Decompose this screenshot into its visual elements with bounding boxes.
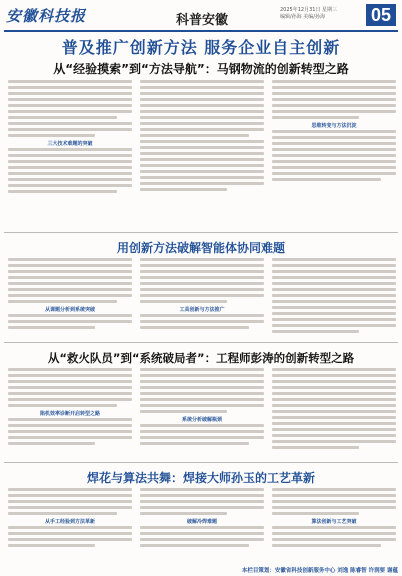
article-2-col-2 <box>140 258 264 338</box>
article-2-col-1 <box>8 258 132 338</box>
separator-2 <box>4 342 398 343</box>
article-3-col-2 <box>140 368 264 460</box>
article-4-col-1 <box>8 488 132 562</box>
article-4-subhead-2: 破解冷焊难题 <box>186 519 217 525</box>
article-1-col-3 <box>272 80 396 228</box>
article-3-col-3 <box>272 368 396 460</box>
page-number: 05 <box>366 4 396 26</box>
page-title: 普及推广创新方法 服务企业自主创新 <box>61 38 341 57</box>
article-1-subhead-2: 思维转变与方法沉淀 <box>311 123 357 129</box>
section-title: 科普安徽 <box>176 13 229 28</box>
article-4-col-2 <box>140 488 264 562</box>
article-3-headline: 从“救火队员”到“系统破局者”：工程师彭涛的创新转型之路 <box>47 351 355 365</box>
article-3-col-1 <box>8 368 132 460</box>
masthead-rule <box>4 30 398 32</box>
page-footer <box>4 566 398 575</box>
footer-credit: 本栏目策划：安徽省科技创新服务中心 刘逸 陈睿智 许润要 谢蕴 <box>241 568 398 574</box>
article-2-subhead-2: 工具创新与方法推广 <box>179 307 225 313</box>
issue-editor: 编辑/孙海 美编/孙海 <box>280 14 325 20</box>
article-4-headline: 焊花与算法共舞：焊接大师孙玉的工艺革新 <box>86 471 315 485</box>
separator-1 <box>4 232 398 233</box>
article-1-col-1 <box>8 80 132 228</box>
article-1-col-2 <box>140 80 264 228</box>
article-1-headline: 从“经验摸索”到“方法导航”：马钢物流的创新转型之路 <box>53 62 349 76</box>
article-2-headline: 用创新方法破解智能体协同难题 <box>116 241 285 255</box>
separator-3 <box>4 462 398 463</box>
issue-meta <box>280 7 337 21</box>
article-4-col-3 <box>272 488 396 562</box>
article-2-subhead-1: 从课题分析到系统突破 <box>44 307 95 313</box>
masthead <box>0 0 402 30</box>
newspaper-logo: 安徽科技报 <box>6 7 87 25</box>
article-2-col-3 <box>272 258 396 338</box>
issue-date: 2025年12月31日 星期三 <box>280 7 338 13</box>
article-3-subhead-2: 系统分析破解瓶颈 <box>181 417 222 423</box>
article-1-subhead-1: 三大技术难题的突破 <box>47 141 93 147</box>
article-4-subhead-1: 从手工经验到方法革新 <box>44 519 95 525</box>
article-3-subhead-1: 陷机效率诊断开启转型之路 <box>39 411 100 417</box>
article-4-subhead-3: 算法创新与工艺突破 <box>311 519 357 525</box>
